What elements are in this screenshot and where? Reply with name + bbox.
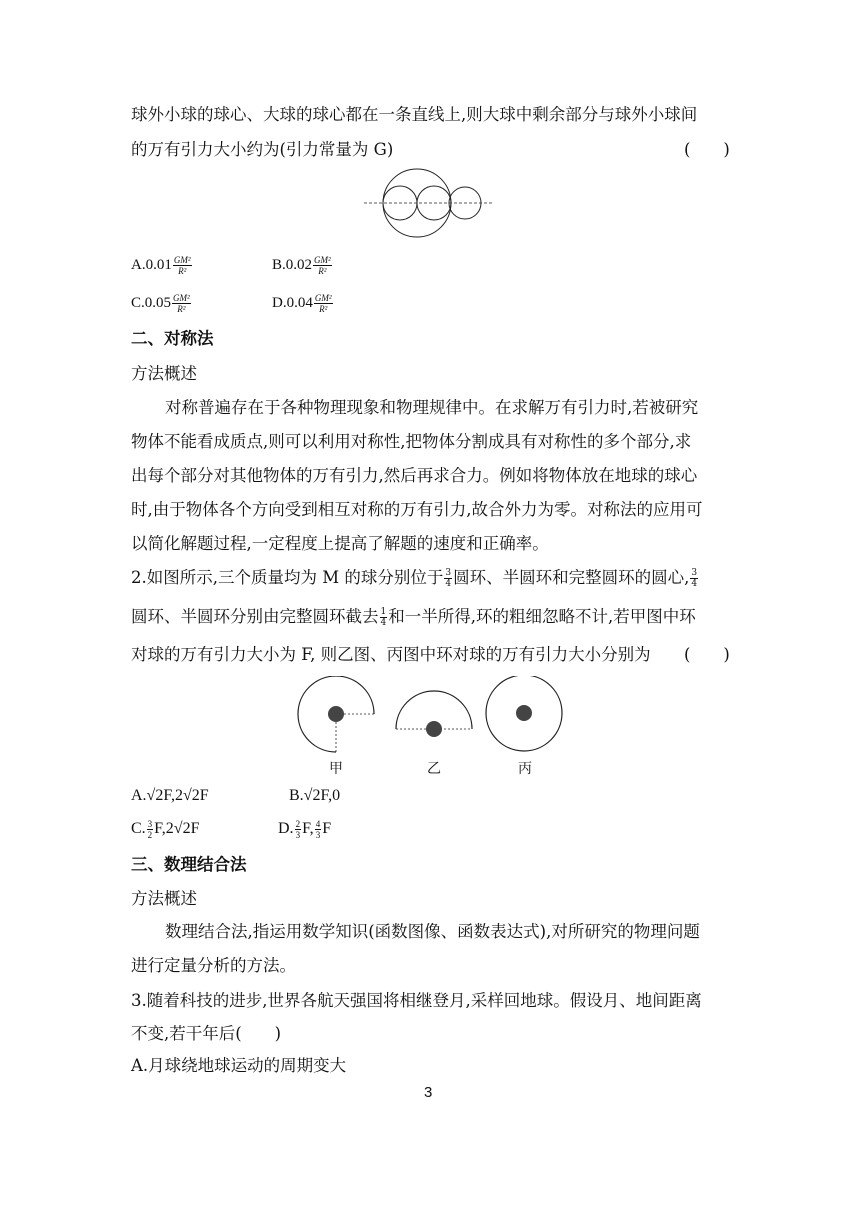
ball-yi [426,721,442,737]
q2-option-d: D. $\frac{2}{3}$ F, $\frac{4}{3}$ F [278,818,332,840]
q1-line-2: 的万有引力大小约为(引力常量为 G) [131,140,394,159]
q1-option-d: D.0.04 $\frac{\text{GM²}}{\text{R²}}$ [272,293,332,315]
section-2-heading: 二、对称法 [131,329,214,348]
page-number: 3 [424,1084,433,1101]
ball-bing [516,705,532,721]
q2-answer-paren: ( ) [684,645,730,664]
three-quarter-ring-diagram [298,676,374,752]
q3-line-2: 不变,若干年后( ) [131,1024,282,1043]
q3-option-a: A.月球绕地球运动的周期变大 [131,1056,347,1075]
q2-line-2: 圆环、半圆环分别由完整圆环截去 $\frac{1}{4}$ 和一半所得,环的粗细忽略不计,若甲图中环 [131,607,696,628]
q2-option-c: C. $\frac{3}{2}$ F,2√2F [131,818,200,840]
q1-option-b: B.0.02 $\frac{\text{GM²}}{\text{R²}}$ [272,255,331,277]
section-3-subheading: 方法概述 [131,889,197,908]
q1-sphere-figure [362,165,502,245]
section-3-para-line-2: 进行定量分析的方法。 [131,956,296,975]
q2-option-a: A.√2F,2√2F [131,787,209,804]
full-ring-diagram [486,676,562,751]
section-2-subheading: 方法概述 [131,364,197,383]
section-2-para-line-3: 出每个部分对其他物体的万有引力,然后再求合力。例如将物体放在地球的球心 [131,466,698,485]
q3-line-1: 3.随着科技的进步,世界各航天强国将相继登月,采样回地球。假设月、地间距离 [131,991,702,1010]
caption-yi: 乙 [427,761,441,777]
q2-line-1: 2.如图所示,三个质量均为 M 的球分别位于 $\frac{3}{4}$ 圆环、半圆环和完整圆环的圆心, $\frac{3}{4}$ [131,568,698,589]
section-2-para-line-4: 时,由于物体各个方向受到相互对称的万有引力,故合外力为零。对称法的应用可 [131,500,703,519]
section-3-heading: 三、数理结合法 [131,855,247,874]
q1-answer-paren: ( ) [684,140,730,159]
caption-bing: 丙 [518,761,532,777]
q2-ring-figures [292,676,572,756]
section-3-para-line-1: 数理结合法,指运用数学知识(函数图像、函数表达式),对所研究的物理问题 [165,922,700,941]
section-2-para-line-2: 物体不能看成质点,则可以利用对称性,把物体分割成具有对称性的多个部分,求 [131,432,692,451]
section-2-para-line-5: 以简化解题过程,一定程度上提高了解题的速度和正确率。 [131,534,549,553]
caption-jia: 甲 [329,761,343,777]
half-ring-diagram [396,691,472,737]
q2-option-b: B.√2F,0 [289,787,341,804]
ball-jia [328,706,344,722]
section-2-para-line-1: 对称普遍存在于各种物理现象和物理规律中。在求解万有引力时,若被研究 [165,398,699,417]
q1-option-a: A.0.01 $\frac{\text{GM²}}{\text{R²}}$ [131,255,191,277]
q2-line-3: 对球的万有引力大小为 F, 则乙图、丙图中环对球的万有引力大小分别为 [131,645,651,664]
q1-line-1: 球外小球的球心、大球的球心都在一条直线上,则大球中剩余部分与球外小球间 [131,105,698,124]
q1-option-c: C.0.05 $\frac{\text{GM²}}{\text{R²}}$ [131,293,190,315]
